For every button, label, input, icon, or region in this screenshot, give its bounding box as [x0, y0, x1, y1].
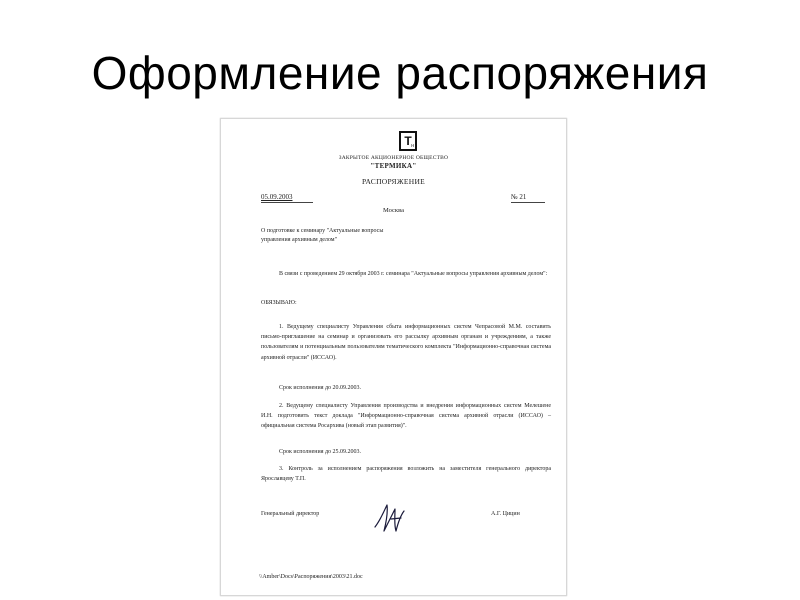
slide-title: Оформление распоряжения [91, 47, 709, 99]
document-title: РАСПОРЯЖЕНИЕ [361, 177, 426, 186]
company-logo-icon [399, 131, 417, 151]
handwritten-signature [371, 501, 413, 535]
order-item-1: 1. Ведущему специалисту Управления сбыта информационных систем Чепрасовой М.М. составить письмо-приглашение на семинар и организовать его рассылку архивным органам и учреждениям, а также пользователям и потенциальным пользователям тематического комплекта "Информационно-справочная система архивной отрасли" (ИССАО). [261, 324, 551, 361]
signer-name: А.Г. Цицин [491, 511, 520, 517]
company-type: ЗАКРЫТОЕ АКЦИОНЕРНОЕ ОБЩЕСТВО [338, 155, 449, 161]
date-underline [261, 202, 313, 203]
logo-subscript: н [411, 143, 414, 149]
obligation-heading: ОБЯЗЫВАЮ: [261, 300, 297, 306]
file-path: \\Amber\Docs\Распоряжения\2003\21.doc [259, 574, 363, 580]
deadline-2: Срок исполнения до 25.09.2003. [279, 449, 362, 455]
document-city: Москва [383, 207, 404, 214]
order-item-2: 2. Ведущему специалисту Управления производства и внедрения информационных систем Мелешене И.Н. подготовить текст доклада "Информационно-справочная система архивной отрасли (ИССАО) – официальная система Росархива (новый этап развития)". [261, 403, 551, 430]
document-number: № 21 [511, 193, 527, 201]
logo-letter: Т [404, 134, 412, 148]
company-name: "ТЕРМИКА" [370, 162, 417, 170]
number-underline [511, 202, 545, 203]
document-date: 05.09.2003 [261, 193, 293, 201]
document-subject: О подготовке к семинару "Актуальные вопросы управления архивным делом" [261, 228, 384, 243]
order-item-3: 3. Контроль за исполнением распоряжения возложить на заместителя генерального директора Ярославцеву Т.П. [261, 466, 551, 483]
document-scan [220, 118, 567, 596]
deadline-1: Срок исполнения до 20.09.2003. [279, 385, 362, 391]
signer-title: Генеральный директор [261, 511, 320, 517]
document-intro: В связи с проведением 29 октября 2003 г. семинара "Актуальные вопросы управления архивным делом": [279, 271, 548, 277]
